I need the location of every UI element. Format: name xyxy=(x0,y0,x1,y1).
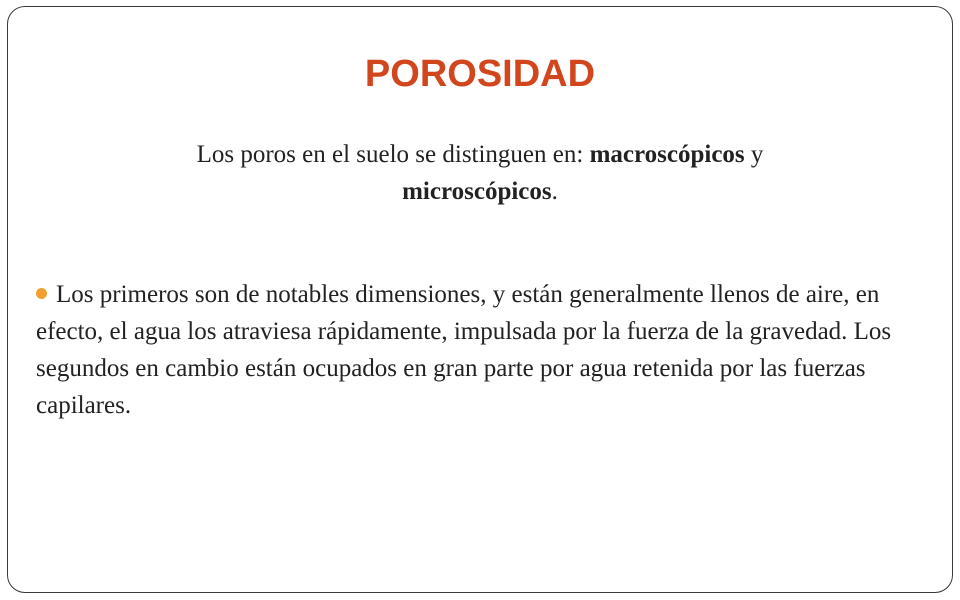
bullet-text: Los primeros son de notables dimensiones, y están generalmente llenos de aire, en efecto, el agua los atraviesa rápidamente, impulsada por la fuerza de la gravedad. Los segundos en cambio están ocupados en gran parte por agua retenida por las fuerzas capilares. xyxy=(36,281,892,419)
term-microscopicos: microscópicos xyxy=(402,178,552,205)
intro-end: . xyxy=(551,178,558,205)
term-macroscopicos: macroscópicos xyxy=(589,141,745,168)
bullet-paragraph xyxy=(36,276,906,424)
intro-paragraph xyxy=(80,136,880,210)
intro-connector: y xyxy=(744,141,764,168)
bullet-dot-icon xyxy=(36,288,47,299)
intro-lead: Los poros en el suelo se distinguen en: xyxy=(196,141,590,168)
slide-title: POROSIDAD xyxy=(364,53,596,95)
